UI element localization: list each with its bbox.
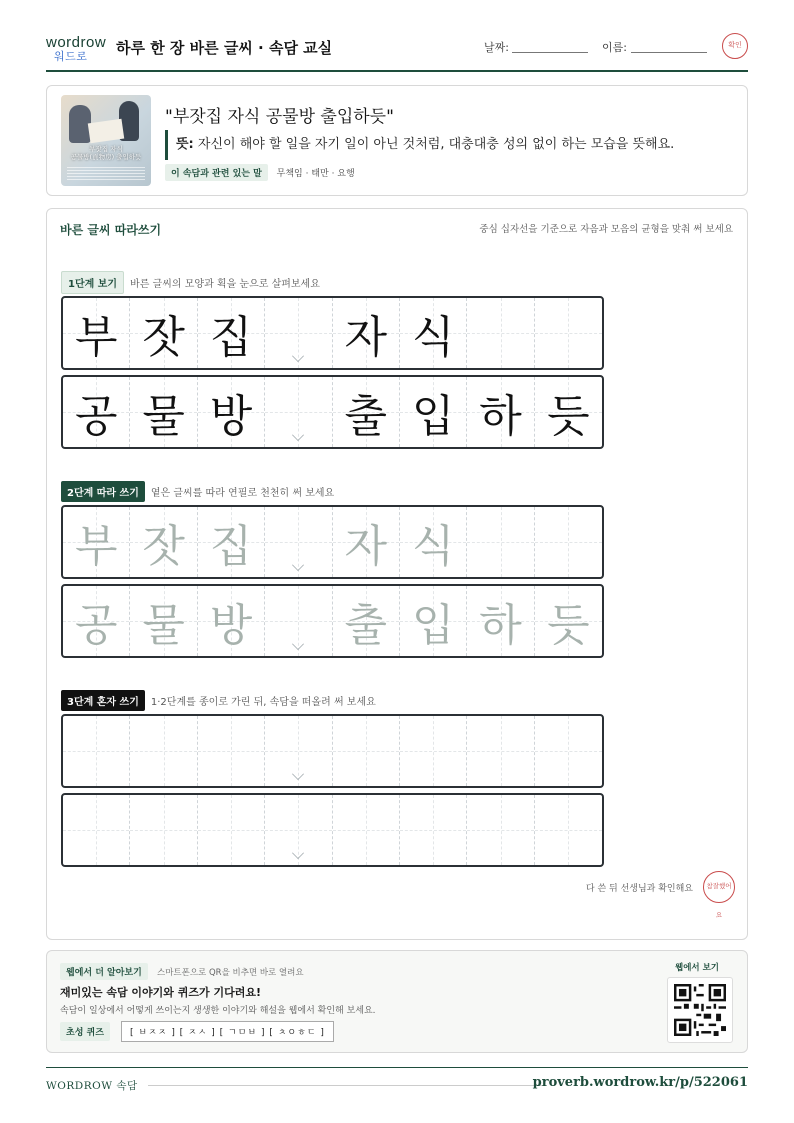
grid-cell[interactable]	[467, 716, 534, 786]
confirm-seal-icon: 확인	[722, 33, 748, 59]
date-label: 날짜:	[484, 41, 509, 54]
grid-cell	[130, 298, 197, 368]
qr-pattern	[674, 984, 726, 1036]
grid-char: 출	[344, 600, 388, 651]
space-chevron-icon	[292, 847, 304, 859]
grid-char: 방	[209, 391, 253, 442]
web-tag: 웹에서 더 알아보기	[60, 963, 148, 980]
grid-cell	[63, 298, 130, 368]
trace-row-2[interactable]	[61, 584, 604, 658]
grid-cell[interactable]	[400, 716, 467, 786]
grid-cell[interactable]	[535, 507, 602, 577]
grid-cell	[535, 377, 602, 447]
view-row-1	[61, 296, 604, 370]
grid-cell	[63, 377, 130, 447]
step-1	[61, 271, 320, 294]
name-label: 이름:	[602, 41, 627, 54]
grid-char: 자	[344, 521, 388, 572]
grid-cell[interactable]	[467, 795, 534, 865]
grid-cell[interactable]	[63, 795, 130, 865]
grid-cell[interactable]	[130, 716, 197, 786]
grid-cell	[467, 298, 534, 368]
grid-cell[interactable]	[333, 586, 400, 656]
grid-char: 입	[411, 391, 455, 442]
grid-cell[interactable]	[535, 716, 602, 786]
grid-cell[interactable]	[198, 716, 265, 786]
grid-cell	[130, 377, 197, 447]
meaning-text: 자신이 해야 할 일을 자기 일이 아닌 것처럼, 대충대충 성의 없이 하는 모습을 뜻해요.	[197, 137, 675, 152]
grid-cell	[400, 298, 467, 368]
proverb-card	[46, 85, 748, 196]
grid-cell	[467, 377, 534, 447]
grid-cell	[265, 377, 332, 447]
grid-cell[interactable]	[265, 586, 332, 656]
space-chevron-icon	[292, 429, 304, 441]
grid-cell[interactable]	[333, 716, 400, 786]
date-field	[512, 52, 588, 53]
grid-cell	[333, 298, 400, 368]
logo-sub: 워드로	[54, 51, 88, 63]
step-3-hint: 1·2단계를 종이로 가린 뒤, 속담을 떠올려 써 보세요	[150, 697, 376, 708]
grid-cell[interactable]	[198, 586, 265, 656]
grid-char: 공	[74, 600, 118, 651]
trace-row-1[interactable]	[61, 505, 604, 579]
name-field	[631, 52, 707, 53]
step-2-tag: 2단계 따라 쓰기	[61, 481, 145, 502]
grid-cell[interactable]	[535, 586, 602, 656]
qr-code-icon[interactable]	[667, 977, 733, 1043]
view-row-2	[61, 375, 604, 449]
grid-cell[interactable]	[198, 795, 265, 865]
grid-cell[interactable]	[63, 716, 130, 786]
grid-cell[interactable]	[265, 795, 332, 865]
web-headline: 재미있는 속담 이야기와 퀴즈가 기다려요!	[60, 986, 261, 999]
grid-cell[interactable]	[333, 507, 400, 577]
grid-char: 식	[411, 521, 455, 572]
step-2-hint: 옅은 글씨를 따라 연필로 천천히 써 보세요	[150, 488, 335, 499]
grid-char: 하	[479, 391, 522, 442]
wordrow-logo[interactable]	[46, 34, 107, 63]
good-job-stamp-icon: 참잘했어요	[703, 871, 735, 903]
grid-char: 입	[411, 600, 455, 651]
grid-char: 잣	[142, 312, 185, 363]
space-chevron-icon	[292, 638, 304, 650]
space-chevron-icon	[292, 768, 304, 780]
related-words	[165, 164, 355, 181]
grid-cell[interactable]	[400, 795, 467, 865]
grid-char: 부	[74, 312, 118, 363]
related-list: 무책임 · 태만 · 요행	[276, 169, 355, 179]
web-description: 속담이 일상에서 어떻게 쓰이는지 생생한 이야기와 해설을 웹에서 확인해 보세요.	[60, 1006, 376, 1016]
step-3	[61, 690, 376, 711]
grid-char: 듯	[547, 391, 590, 442]
grid-cell[interactable]	[400, 507, 467, 577]
grid-cell	[198, 377, 265, 447]
grid-char: 집	[209, 521, 253, 572]
grid-char: 출	[344, 391, 388, 442]
illustration-small-text	[67, 167, 145, 181]
grid-cell[interactable]	[130, 795, 197, 865]
space-chevron-icon	[292, 559, 304, 571]
logo-text: wordrow	[46, 34, 107, 51]
grid-cell[interactable]	[333, 795, 400, 865]
web-more-box	[46, 950, 748, 1053]
page-footer	[46, 1067, 748, 1092]
grid-cell	[535, 298, 602, 368]
step-1-tag: 1단계 보기	[61, 271, 124, 294]
page-header	[46, 30, 748, 72]
proverb-title: "부잣집 자식 공물방 출입하듯"	[165, 107, 394, 127]
grid-cell[interactable]	[63, 507, 130, 577]
practice-title: 바른 글씨 따라쓰기	[60, 223, 162, 237]
grid-char: 식	[411, 312, 455, 363]
grid-char: 부	[74, 521, 118, 572]
grid-char: 자	[344, 312, 388, 363]
step-3-tag: 3단계 혼자 쓰기	[61, 690, 145, 711]
check-text: 다 쓴 뒤 선생님과 확인해요	[585, 883, 693, 894]
grid-cell[interactable]	[265, 716, 332, 786]
grid-char: 하	[479, 600, 522, 651]
free-row-2[interactable]	[61, 793, 604, 867]
grid-cell[interactable]	[130, 507, 197, 577]
chosung-quiz: [ ㅂㅈㅈ ] [ ㅈㅅ ] [ ㄱㅁㅂ ] [ ㅊㅇㅎㄷ ]	[121, 1021, 334, 1042]
proverb-meaning	[165, 130, 674, 160]
grid-char: 듯	[547, 600, 590, 651]
free-row-1[interactable]	[61, 714, 604, 788]
grid-cell[interactable]	[467, 586, 534, 656]
grid-cell[interactable]	[63, 586, 130, 656]
grid-char: 공	[74, 391, 118, 442]
illustration-paper	[88, 119, 124, 144]
footer-rule	[148, 1085, 543, 1086]
grid-char: 방	[209, 600, 253, 651]
web-hint: 스마트폰으로 QR을 비추면 바로 열려요	[157, 968, 304, 978]
grid-cell[interactable]	[400, 586, 467, 656]
grid-cell	[333, 377, 400, 447]
grid-cell[interactable]	[535, 795, 602, 865]
qr-label: 웹에서 보기	[674, 963, 719, 973]
quiz-label: 초성 퀴즈	[60, 1022, 110, 1041]
grid-cell	[198, 298, 265, 368]
grid-cell[interactable]	[265, 507, 332, 577]
grid-cell	[400, 377, 467, 447]
teacher-check	[585, 871, 735, 919]
grid-cell[interactable]	[130, 586, 197, 656]
page-title: 하루 한 장 바른 글씨 · 속담 교실	[116, 39, 333, 57]
practice-panel	[46, 208, 748, 940]
related-tag: 이 속담과 관련 있는 말	[165, 164, 268, 181]
meaning-label: 뜻:	[176, 137, 194, 152]
footer-url[interactable]: proverb.wordrow.kr/p/522061	[532, 1075, 748, 1090]
grid-char: 집	[209, 312, 253, 363]
grid-cell[interactable]	[467, 507, 534, 577]
illustration-caption: 부잣집 자식 공물방(貢物房) 출입하듯	[70, 145, 142, 161]
grid-cell	[265, 298, 332, 368]
grid-char: 물	[142, 600, 185, 651]
step-2	[61, 481, 334, 502]
proverb-illustration	[61, 95, 151, 186]
grid-cell[interactable]	[198, 507, 265, 577]
grid-char: 물	[142, 391, 185, 442]
space-chevron-icon	[292, 350, 304, 362]
step-1-hint: 바른 글씨의 모양과 획을 눈으로 살펴보세요	[130, 279, 320, 290]
footer-brand: WORDROW 속담	[46, 1080, 138, 1092]
grid-char: 잣	[142, 521, 185, 572]
practice-note: 중심 십자선을 기준으로 자음과 모음의 균형을 맞춰 써 보세요	[479, 224, 733, 235]
